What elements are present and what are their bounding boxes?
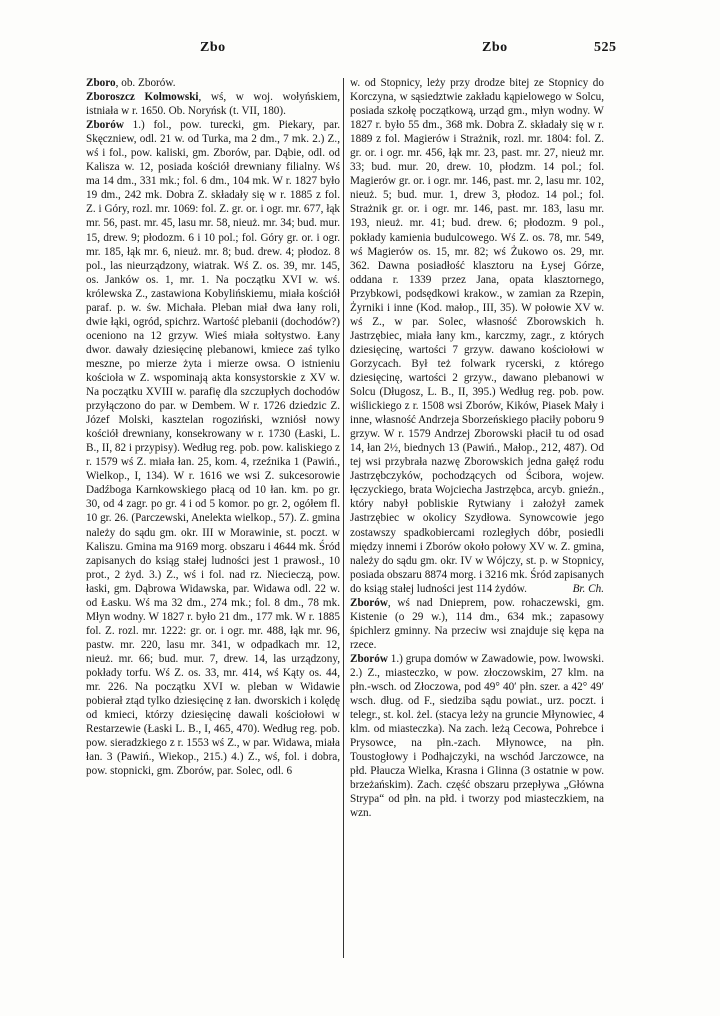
entry-headword: Zborów (86, 119, 124, 132)
entry-text: , wś nad Dnieprem, pow. rohaczewski, gm. Kistenie (o 29 w.), 114 dm., 634 mk.; zapasowy śpichlerz gminny. Na przeciw wsi znajduje się kępa na rzece. (350, 596, 604, 651)
entry-headword: Zborów (350, 596, 388, 609)
entry-headword: Zboroszcz Kolmowski (86, 91, 199, 104)
column-rule (343, 78, 344, 958)
entry-paragraph (86, 76, 340, 90)
entry-paragraph (350, 652, 604, 821)
entry-headword: Zboro (86, 77, 116, 89)
entry-paragraph (350, 76, 604, 596)
entry-paragraph (350, 596, 604, 652)
right-column (350, 76, 604, 820)
left-running-head: Zbo (200, 40, 226, 55)
entry-text: 1.) fol., pow. turecki, gm. Piekary, par. Skęczniew, odl. 21 w. od Turka, ma 2 dm., 7 mk. 2.) Z., wś i fol., pow. kaliski, gm. Zborów, par. Dąbie, odl. od Kalisza w. 12, posiada kościół drewniany filialny. Wś ma 14 dm., 331 mk.; fol. 6 dm., 104 mk. W r. 1827 było 19 dm., 242 mk. Dobra Z. składały się w r. 1885 z fol. Z. i Góry, rozl. mr. 1069: fol. Z. gr. or. i ogr. mr. 677, łąk mr. 56, past. mr. 45, lasu mr. 58, nieuż. mr. 34; bud. mur. 15, drew. 9; płodozm. 6 i 10 pol.; fol. Góry gr. or. i ogr. mr. 185, łąk mr. 6, nieuż. mr. 8; bud. drew. 4; płodoz. 8 pol., las nieurządzony, wiatrak. Wś Z. os. 39, mr. 145, os. Janków os. 1, mr. 1. Na początku XVI w. wś. królewska Z., zastawiona Kobylińskiemu, miała kościół paraf. p. w. św. Michała. Pleban miał dwa łany roli, dwie łąki, ogród, spichrz. Wartość plebanii (dochodów?) oceniono na 12 grzyw. Wieś miała sołtystwo. Łany dwor. dawały dziesięcinę plebanowi, kmiece zaś tylko meszne, po mierze żyta i mierze owsa. O istnieniu kościoła w Z. wspominają akta konsystorskie z XV w. Na początku XVIII w. parafię dla szczupłych dochodów przyłączono do par. w Dembem. W r. 1726 dziedzic Z. Józef Molski, kasztelan rogoziński, wzniósł nowy kościół drewniany, konsekrowany w r. 1730 (Łaski, L. B., II, 82 i przypisy). Według reg. pob. pow. kaliskiego z r. 1579 wś Z. miała łan. 25, kom. 4, rzeźnika 1 (Pawiń., Wielkop., I, 134). W r. 1616 we wsi Z. sukcesorowie Dadźboga Karnkowskiego płacą od 10 łan. km. po gr. 30, od 4 zagr. po gr. 4 i od 5 komor. po gr. 2, ogółem fl. 10 gr. 26. (Parczewski, Anelekta wielkop., 57). Z. gmina należy do sądu gm. okr. III w Morawinie, st. poczt. w Kaliszu. Gmina ma 9169 morg. obszaru i 4644 mk. Śród zapisanych do ksiąg stałej ludności jest 1 prawosł., 10 prot., 2 żyd. 3.) Z., wś i fol. nad rz. Niecieczą, pow. łaski, gm. Dąbrowa Widawska, par. Widawa odl. 22 w. od Łasku. Wś ma 32 dm., 274 mk.; fol. 8 dm., 78 mk. Młyn wodny. W 1827 r. było 21 dm., 177 mk. W r. 1885 fol. Z. rozl. mr. 1222: gr. or. i ogr. mr. 488, łąk mr. 96, pastw. mr. 220, lasu mr. 341, w odpadkach mr. 12, nieuż. mr. 66; bud. mur. 7, drew. 14, las urządzony, pokłady torfu. Wś Z. os. 33, mr. 414, wś Kąty os. 44, mr. 226. Na początku XVI w. pleban w Widawie pobierał ztąd tylko dziesięcinę z łan. dworskich i kolędę od kmieci, którzy dziesięcinę dawali kościołowi w Restarzewie (Łaski L. B., I, 465, 470). Według reg. pob. pow. sieradzkiego z r. 1553 wś Z., w par. Widawa, miała łan. 3 (Pawiń., Wiekop., 215.) 4.) Z., wś, fol. i dobra, pow. stopnicki, gm. Zborów, par. Solec, odl. 6 (86, 119, 340, 778)
author-signature: Br. Ch. (572, 582, 604, 595)
entry-text: w. od Stopnicy, leży przy drodze bitej ze Stopnicy do Korczyna, w sąsiedztwie zakładu kąpielowego w Solcu, posiada szkołę początkową, urząd gm., młyn wodny. W 1827 r. było 55 dm., 368 mk. Dobra Z. składały się w r. 1889 z fol. Magierów i Strażnik, rozl. mr. 1804: fol. Z. gr. or. i ogr. mr. 456, łąk mr. 23, past. mr. 27, nieuż mr. 33; bud. mur. 20, drew. 10, płodzm. 14 pol.; fol. Magierów gr. or. i ogr. mr. 146, past. mr. 2, lasu mr. 102, nieuż. 5; bud. mur. 1, drew 3, płodoz. 14 pol.; fol. Strażnik gr. or. i ogr. mr. 146, past. mr. 183, lasu mr. 193, nieuż. mr. 41; bud. drew. 6; płodozm. 9 pol., pokłady kamienia budulcowego. Wś Z. os. 78, mr. 549, wś Magierów os. 15, mr. 82; wś Żukowo os. 29, mr. 362. Dawna posiadłość klasztoru na Łysej Górze, oddana r. 1339 przez Jana, opata klasztornego, Przybkowi, podsędkowi krakow., w zamian za Rzepin, Żyrniki i inne (Kod. małop., III, 35). W połowie XV w. wś Z., w par. Solec, własność Zborowskich h. Jastrzębiec, miała łany km., karczmy, zagr., z których dziesięcinę, wartości 7 grzyw. dawano kościołowi w Gorzycach. Był też folwark rycerski, z którego dziesięcinę, wartości 2 grzyw., dawano plebanowi w Solcu (Długosz, L. B., II, 395.) Według reg. pob. pow. wiślickiego z r. 1508 wsi Zborów, Kików, Piasek Mały i inne, własność Andrzeja Sborzeńskiego płaciły poboru 9 grzyw. W r. 1579 Andrzej Zborowski płacił tu od osad 14, łan 2½, biednych 13 (Pawiń., Małop., 212, 487). Od tej wsi przybrała nazwę Zborowskich jedna gałęź rodu Jastrzębczyków, pochodzących od Ścibora, wojew. łęczyckiego, brata Wojciecha Jastrzębca, arcyb. gnieźn., który nabył pobliskie Rytwiany i założył zamek Jastrzębiec w okolicy Szydłowa. Synowcowie jego zostawszy spadkobiercami rozległych dóbr, posiedli między innemi i Zborów około połowy XV w. Z. gmina, należy do sądu gm. okr. IV w Wójczy, st. p. w Stopnicy, posiada obszaru 8874 morg. i 3216 mk. Śród zapisanych do ksiąg stałej ludności jest 114 żydów. (350, 77, 604, 595)
entry-text: 1.) grupa domów w Zawadowie, pow. lwowski. 2.) Z., miasteczko, w pow. złoczowskim, 27 klm. na płn.-wsch. od Złoczowa, pod 49° 40′ płn. szer. a 42° 49′ wsch. dług. od F., siedziba sądu powiat., urz. poczt. i telegr., st. kol. żel. (stacya leży na gruncie Młynowiec, 4 klm. od miasteczka). Na zach. leżą Cecowa, Pohrebce i Prysowce, na płn.-zach. Młynowce, na płn. Toustogłowy i Podhajczyki, na wschód Jarczowce, na płd. Płaucza Wielka, Krasna i Glinna (3 ostatnie w pow. brzeżańskim). Zach. część obszaru przepływa „Główna Strypa“ od płn. na płd. i tworzy pod miasteczkiem, na wzn. (350, 652, 604, 820)
entry-paragraph (86, 118, 340, 778)
center-running-head: Zbo (482, 40, 508, 55)
entry-paragraph (86, 90, 340, 118)
entry-text: , wś, w woj. wołyńskiem, istniała w r. 1650. Ob. Noryńsk (t. VII, 180). (86, 91, 340, 118)
entry-headword: Zborów (350, 652, 388, 665)
page-number: 525 (594, 40, 617, 55)
left-column (86, 76, 340, 778)
entry-text: , ob. Zborów. (115, 77, 176, 89)
